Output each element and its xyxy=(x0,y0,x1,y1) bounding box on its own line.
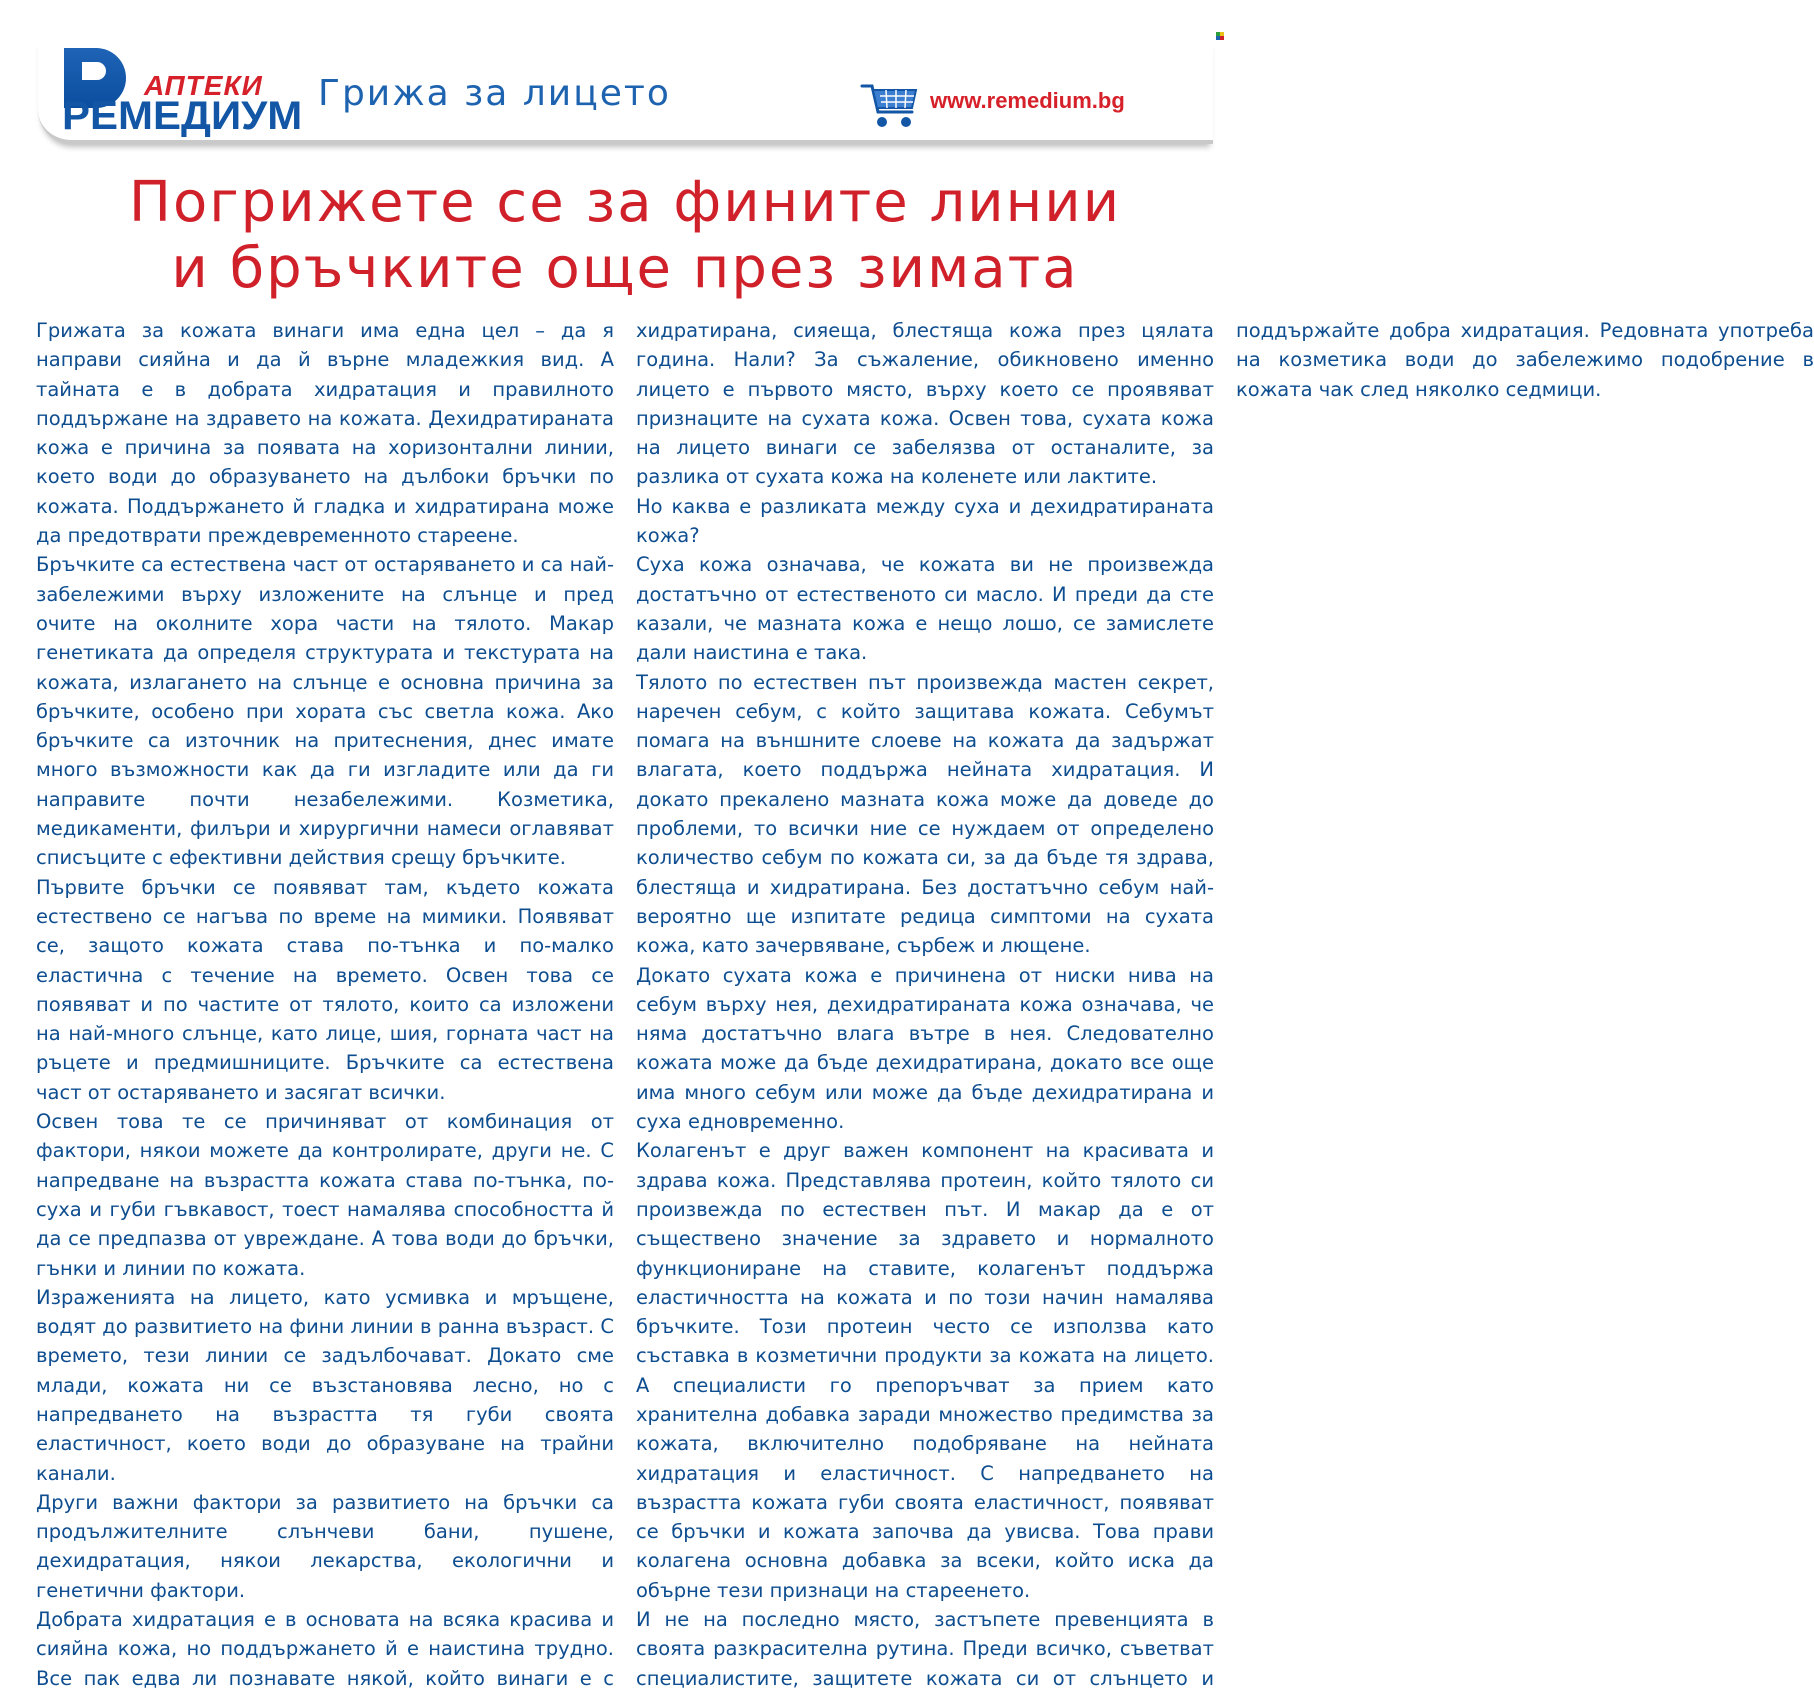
article-paragraph: Израженията на лицето, като усмивка и мръщене, водят до развитието на фини линии в ранна възраст. С времето, тези линии се задълбочават. Докато сме млади, кожата ни се възстановява лесно, но с напредването на възрастта тя губи своята еластичност, което води до образуване на трайни канали. xyxy=(36,1285,614,1485)
article-paragraph: Докато сухата кожа е причинена от ниски нива на себум върху нея, дехидратираната кожа означава, че няма достатъчно влага вътре в нея. Следователно кожата може да бъде дехидратирана, докато все още има много себум или може да бъде дехидратирана и суха едновременно. xyxy=(636,963,1214,1134)
article-paragraph: Колагенът е друг важен компонент на красивата и здрава кожа. Представлява протеин, който тялото си произвежда по естествен път. И макар да е от съществено значение за здравето и нормалното функциониране на ставите, колагенът поддържа еластичността на кожата и по този начин намалява бръчките. Този протеин често се използва като съставка в козметични продукти за кожата на лицето. А специалисти го препоръчват за прием като хранителна добавка заради множество предимства за кожата, включително подобряване на нейната хидратация и еластичност. С напредването на възрастта кожата губи своята еластичност, появяват се бръчки и кожата започва да увисва. Това прави колагена основна добавка за всеки, който иска да обърне тези признаци на стареенето. xyxy=(636,1139,1214,1602)
article-paragraph: Други важни фактори за развитието на бръчки са продължителните слънчеви бани, пушене, дехидратация, някои лекарства, екологични и генетични фактори. xyxy=(36,1490,614,1602)
article-paragraph: Суха кожа означава, че кожата ви не произвежда достатъчно от естественото си масло. И преди да сте казали, че мазната кожа е нещо лошо, се замислете дали наистина е така. xyxy=(636,553,1214,665)
article-title-line-1: Погрижете се за фините линии xyxy=(128,170,1122,235)
shopping-cart-icon[interactable] xyxy=(860,78,920,130)
article-paragraph: Бръчките са естествена част от остаряването и са най-забележими върху изложените на слънце и пред очите на околните хора части на тялото. Макар генетиката да определя структурата и текстурата на кожата, излагането на слънце е основна причина за бръчките, особено при хората със светла кожа. Ако бръчките са източник на притеснения, днес имате много възможности как да ги изгладите или да ги направите почти незабележими. Козметика, медикаменти, филъри и хирургични намеси оглавяват списъците с ефективни действия срещу бръчките. xyxy=(36,553,614,870)
article-paragraph: Тялото по естествен път произвежда мастен секрет, наречен себум, с който защитава кожата. Себумът помага на външните слоеве на кожата да задържат влагата, което поддържа нейната хидратация. И докато прекалено мазната кожа може да доведе до проблеми, то всички ние се нуждаем от определено количество себум по кожата си, за да бъде тя здрава, блестяща и хидратирана. Без достатъчно себум най-вероятно ще изпитате редица симптоми на сухата кожа, като зачервяване, сърбеж и лющене. xyxy=(636,670,1214,958)
article-paragraph: Първите бръчки се появяват там, където кожата естествено се нагъва по време на мимики. Появяват се, защото кожата става по-тънка и по-малко еластична с течение на времето. Освен това се появяват и по частите от тялото, които са изложени на най-много слънце, като лице, шия, горната част на ръцете и предмишниците. Бръчките са естествена част от остаряването и засягат всички. xyxy=(36,875,614,1104)
article-paragraph: Но каква е разликата между суха и дехидратираната кожа? xyxy=(636,494,1214,548)
article-paragraph: Освен това те се причиняват от комбинация от фактори, някои можете да контролирате, други не. С напредване на възрастта кожата става по-тънка, по-суха и губи гъвкавост, тоест намалява способността й да се предпазва от увреждане. А това води до бръчки, гънки и линии по кожата. xyxy=(36,1110,614,1280)
article-paragraph: Добрата хидратация е в основата на всяка красива и сияйна кожа, но поддържането й е наистина трудно. Все пак едва ли познавате някой, който винаги е с хидратирана, сияеща, блестяща кожа през цялата година. Нали? За съжаление, обикновено именно лицето е първото място, върху което се проявяват признаците на сухата кожа. Освен това, сухата кожа на лицето винаги се забелязва от останалите, за разлика от сухата кожа на коленете или лактите. xyxy=(36,319,1214,1690)
article-body xyxy=(36,316,1814,1696)
remedium-logo[interactable] xyxy=(62,48,303,138)
article-title xyxy=(0,170,1250,302)
logo-bottom-text: РЕМЕДИУМ xyxy=(62,94,303,138)
section-title: Грижа за лицето xyxy=(318,73,671,114)
website-link[interactable]: www.remedium.bg xyxy=(930,88,1125,113)
corner-color-mark xyxy=(1216,32,1224,40)
article-title-line-2: и бръчките още през зимата xyxy=(171,236,1079,301)
article-paragraph: И не на последно място, застъпете превенцията в своята разкрасителна рутина. Преди всичко, съветват специалистите, защитете кожата си от слънцето и поддържайте добра хидратация. Редовната употреба на козметика води до забележимо подобрение в кожата чак след няколко седмици. xyxy=(636,319,1814,1690)
page-header xyxy=(38,40,1213,144)
article-paragraph: Грижата за кожата винаги има една цел – да я направи сияйна и да й върне младежкия вид. А тайната е в добрата хидратация и правилното поддържане на здравето на кожата. Дехидратираната кожа е причина за появата на хоризонтални линии, което води до образуването на дълбоки бръчки по кожата. Поддържането й гладка и хидратирана може да предотврати преждевременното стареене. xyxy=(36,319,614,548)
logo-top-text: АПТЕКИ xyxy=(144,70,263,101)
